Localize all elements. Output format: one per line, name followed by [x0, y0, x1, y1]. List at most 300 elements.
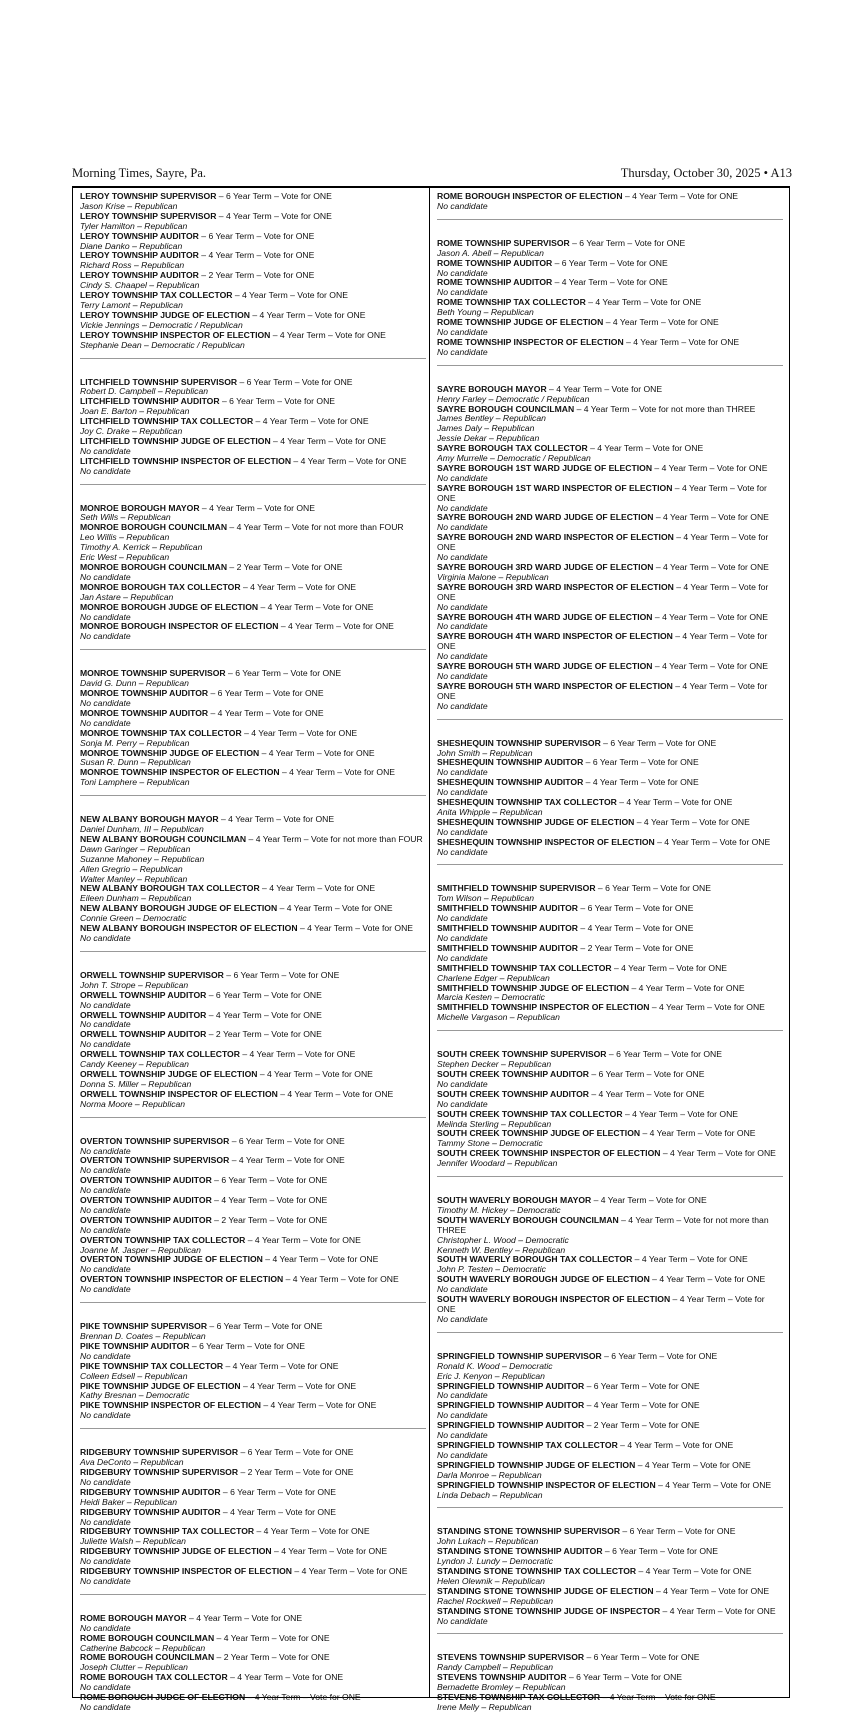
race-title: [437, 513, 783, 523]
candidate: Amy Murrelle – Democratic / Republican: [437, 453, 591, 464]
race-entry: [437, 758, 783, 778]
office-name: SOUTH CREEK TOWNSHIP TAX COLLECTOR: [437, 1108, 623, 1119]
race-entry: [437, 1567, 783, 1587]
race-title: [80, 1275, 426, 1285]
race-entry: [437, 464, 783, 484]
race-entry: [437, 739, 783, 759]
race-title: [437, 464, 783, 474]
candidate: No candidate: [80, 445, 131, 456]
office-name: ROME BOROUGH TAX COLLECTOR: [80, 1672, 228, 1683]
page-date-number: Thursday, October 30, 2025 • A13: [620, 166, 792, 180]
term-details: – 6 Year Term – Vote for ONE: [600, 737, 717, 748]
term-details: – 4 Year Term – Vote for ONE: [292, 1566, 408, 1577]
term-details: – 4 Year Term – Vote for ONE: [223, 1360, 339, 1371]
term-details: – 6 Year Term – Vote for ONE: [583, 757, 699, 768]
office-name: LEROY TOWNSHIP AUDITOR: [80, 270, 199, 281]
term-details: – 6 Year Term – Vote for ONE: [189, 1340, 305, 1351]
candidate: Seth Wills – Republican: [80, 512, 171, 523]
office-name: SMITHFIELD TOWNSHIP INSPECTOR OF ELECTION: [437, 1002, 650, 1013]
term-details: – 4 Year Term – Vote for ONE: [653, 1585, 770, 1596]
race-title: [437, 739, 783, 749]
candidate: Cindy S. Chaapel – Republican: [80, 280, 200, 291]
office-name: ORWELL TOWNSHIP TAX COLLECTOR: [80, 1049, 240, 1060]
race-title: [80, 1508, 426, 1518]
term-details: – 4 Year Term – Vote for ONE: [279, 767, 396, 778]
race-entry: [80, 749, 426, 769]
office-name: MONROE BOROUGH JUDGE OF ELECTION: [80, 601, 259, 612]
section-divider: [80, 1594, 426, 1595]
municipality-section: [80, 1322, 426, 1421]
office-name: ROME TOWNSHIP AUDITOR: [437, 277, 553, 288]
race-entry: [80, 709, 426, 729]
race-entry: [437, 563, 783, 583]
term-details: – 6 Year Term – Vote for ONE: [220, 1486, 336, 1497]
term-details: – 6 Year Term – Vote for ONE: [552, 257, 668, 268]
office-name: ROME BOROUGH COUNCILMAN: [80, 1652, 215, 1663]
candidate: Daniel Dunham, III – Republican: [80, 824, 204, 835]
candidate: Tom Wilson – Republican: [437, 893, 535, 904]
race-title: [437, 818, 783, 828]
office-name: SMITHFIELD TOWNSHIP AUDITOR: [437, 903, 579, 914]
candidate: No candidate: [437, 670, 488, 681]
candidate: Terry Lamont – Republican: [80, 299, 183, 310]
candidate: Rachel Rockwell – Republican: [437, 1595, 554, 1606]
race-title: [80, 1216, 426, 1226]
term-details: – 4 Year Term – Vote for ONE: [437, 482, 767, 503]
term-details: – 4 Year Term – Vote for ONE: [186, 1612, 303, 1623]
candidate: No candidate: [437, 1410, 488, 1421]
race-entry: [437, 298, 783, 318]
candidate: Beth Young – Republican: [437, 307, 534, 318]
term-details: – 6 Year Term – Vote for ONE: [225, 668, 342, 679]
race-entry: [80, 1673, 426, 1693]
municipality-section: [437, 1352, 783, 1501]
office-name: SAYRE BOROUGH 2ND WARD INSPECTOR OF ELECTION: [437, 532, 674, 543]
office-name: SMITHFIELD TOWNSHIP JUDGE OF ELECTION: [437, 982, 630, 993]
term-details: – 6 Year Term – Vote for ONE: [602, 1546, 718, 1557]
race-title: [80, 1137, 426, 1147]
race-title: [80, 622, 426, 632]
race-title: [80, 709, 426, 719]
term-details: – 4 Year Term – Vote for ONE: [208, 707, 324, 718]
office-name: RIDGEBURY TOWNSHIP AUDITOR: [80, 1506, 221, 1517]
race-title: [437, 1216, 783, 1236]
race-title: [80, 689, 426, 699]
office-name: STANDING STONE TOWNSHIP JUDGE OF INSPECTOR: [437, 1605, 661, 1616]
candidate: No candidate: [437, 552, 488, 563]
municipality-section: [80, 815, 426, 944]
race-entry: [80, 1634, 426, 1654]
municipality-section: [437, 1527, 783, 1626]
office-name: OVERTON TOWNSHIP INSPECTOR OF ELECTION: [80, 1274, 284, 1285]
candidate: Walter Manley – Republican: [80, 873, 188, 884]
office-name: SPRINGFIELD TOWNSHIP JUDGE OF ELECTION: [437, 1459, 636, 1470]
office-name: MONROE BOROUGH MAYOR: [80, 502, 200, 513]
race-entry: [80, 835, 426, 885]
section-divider: [437, 1332, 783, 1333]
office-name: RIDGEBURY TOWNSHIP SUPERVISOR: [80, 1447, 239, 1458]
office-name: SPRINGFIELD TOWNSHIP AUDITOR: [437, 1400, 585, 1411]
office-name: ROME TOWNSHIP JUDGE OF ELECTION: [437, 317, 604, 328]
candidate: No candidate: [80, 611, 131, 622]
candidate: Charlene Edger – Republican: [437, 972, 550, 983]
race-title: [80, 1567, 426, 1577]
term-details: – 6 Year Term – Vote for ONE: [219, 396, 336, 407]
term-details: – 4 Year Term – Vote for ONE: [600, 1692, 716, 1703]
term-details: – 4 Year Term – Vote for ONE: [220, 1506, 336, 1517]
race-entry: [437, 583, 783, 613]
candidate: No candidate: [437, 846, 488, 857]
term-details: – 4 Year Term – Vote for ONE: [652, 611, 768, 622]
race-entry: [80, 1275, 426, 1295]
office-name: SHESHEQUIN TOWNSHIP AUDITOR: [437, 777, 584, 788]
candidate: Connie Green – Democratic: [80, 913, 187, 924]
section-divider: [80, 795, 426, 796]
term-details: – 4 Year Term – Vote for not more than THREE: [437, 1214, 769, 1235]
race-entry: [437, 1129, 783, 1149]
term-details: – 4 Year Term – Vote for ONE: [259, 747, 375, 758]
race-entry: [437, 662, 783, 682]
race-entry: [437, 513, 783, 533]
office-name: SPRINGFIELD TOWNSHIP TAX COLLECTOR: [437, 1439, 618, 1450]
race-entry: [80, 768, 426, 788]
term-details: – 4 Year Term – Vote for ONE: [589, 1088, 705, 1099]
race-entry: [437, 259, 783, 279]
race-title: [80, 1255, 426, 1265]
term-details: – 4 Year Term – Vote for ONE: [634, 816, 750, 827]
race-entry: [80, 1090, 426, 1110]
municipality-section: [437, 1196, 783, 1325]
race-entry: [80, 397, 426, 417]
column-divider: [429, 188, 430, 1697]
office-name: RIDGEBURY TOWNSHIP SUPERVISOR: [80, 1466, 239, 1477]
race-entry: [437, 632, 783, 662]
term-details: – 4 Year Term – Vote for ONE: [270, 329, 386, 340]
race-entry: [437, 405, 783, 445]
candidate: Ronald K. Wood – Democratic: [437, 1360, 553, 1371]
race-entry: [437, 1216, 783, 1256]
candidate: Timothy M. Hickey – Democratic: [437, 1204, 561, 1215]
municipality-section: [80, 971, 426, 1110]
office-name: PIKE TOWNSHIP INSPECTOR OF ELECTION: [80, 1400, 261, 1411]
office-name: SOUTH WAVERLY BOROUGH COUNCILMAN: [437, 1214, 619, 1225]
term-details: – 4 Year Term – Vote for ONE: [245, 1234, 361, 1245]
candidate: No candidate: [437, 1615, 488, 1626]
candidate: No candidate: [437, 651, 488, 662]
office-name: SOUTH CREEK TOWNSHIP JUDGE OF ELECTION: [437, 1128, 641, 1139]
term-details: – 6 Year Term – Vote for ONE: [237, 376, 353, 387]
term-details: – 6 Year Term – Vote for ONE: [223, 969, 340, 980]
section-divider: [437, 1507, 783, 1508]
candidate: No candidate: [437, 621, 488, 632]
office-name: SAYRE BOROUGH 2ND WARD JUDGE OF ELECTION: [437, 512, 654, 523]
office-name: SAYRE BOROUGH 5TH WARD INSPECTOR OF ELECTION: [437, 680, 673, 691]
office-name: NEW ALBANY BOROUGH INSPECTOR OF ELECTION: [80, 923, 298, 934]
candidate: No candidate: [437, 700, 488, 711]
candidate: No candidate: [437, 1313, 488, 1324]
term-details: – 4 Year Term – Vote for ONE: [636, 1566, 752, 1577]
term-details: – 4 Year Term – Vote for ONE: [214, 1632, 330, 1643]
candidate: No candidate: [80, 1204, 131, 1215]
candidate: Juliette Walsh – Republican: [80, 1536, 186, 1547]
term-details: – 4 Year Term – Vote for ONE: [254, 1526, 370, 1537]
candidate: No candidate: [80, 1682, 131, 1693]
candidate: Brennan D. Coates – Republican: [80, 1331, 206, 1341]
office-name: NEW ALBANY BOROUGH MAYOR: [80, 814, 219, 825]
race-entry: [437, 1295, 783, 1325]
candidate: Virginia Malone – Republican: [437, 571, 549, 582]
candidate: No candidate: [80, 465, 131, 476]
term-details: – 6 Year Term – Vote for ONE: [584, 1652, 700, 1663]
term-details: – 4 Year Term – Vote for ONE: [623, 336, 740, 347]
race-entry: [437, 484, 783, 514]
term-details: – 4 Year Term – Vote for ONE: [260, 1400, 377, 1411]
race-entry: [80, 971, 426, 991]
race-entry: [437, 444, 783, 464]
office-name: SHESHEQUIN TOWNSHIP INSPECTOR OF ELECTION: [437, 836, 655, 847]
office-name: STANDING STONE TOWNSHIP TAX COLLECTOR: [437, 1566, 637, 1577]
office-name: ROME TOWNSHIP SUPERVISOR: [437, 237, 570, 248]
candidate: No candidate: [437, 287, 488, 298]
municipality-section: [80, 669, 426, 788]
municipality-section: [80, 192, 426, 351]
term-details: – 4 Year Term – Vote for ONE: [257, 1068, 373, 1079]
municipality-section: [437, 239, 783, 358]
race-title: [80, 1342, 426, 1352]
race-entry: [437, 1382, 783, 1402]
race-entry: [80, 1156, 426, 1176]
term-details: – 4 Year Term – Vote for ONE: [649, 1274, 766, 1285]
candidate: No candidate: [437, 1390, 488, 1401]
race-entry: [437, 318, 783, 338]
term-details: – 4 Year Term – Vote for ONE: [277, 1088, 394, 1099]
candidate: Eric West – Republican: [80, 552, 170, 563]
right-column: [437, 192, 783, 1713]
race-entry: [80, 1567, 426, 1587]
term-details: – 4 Year Term – Vote for ONE: [617, 1439, 734, 1450]
term-details: – 6 Year Term – Vote for ONE: [211, 1175, 328, 1186]
race-title: [437, 1421, 783, 1431]
office-name: SOUTH CREEK TOWNSHIP SUPERVISOR: [437, 1049, 607, 1060]
term-details: – 4 Year Term – Vote for ONE: [241, 727, 358, 738]
race-entry: [437, 944, 783, 964]
race-entry: [80, 232, 426, 252]
candidate: Randy Campbell – Republican: [437, 1662, 554, 1673]
term-details: – 4 Year Term – Vote for ONE: [270, 435, 387, 446]
office-name: SAYRE BOROUGH 1ST WARD INSPECTOR OF ELECTION: [437, 482, 673, 493]
race-entry: [437, 1461, 783, 1481]
candidate: John Lukach – Republican: [437, 1536, 539, 1547]
office-name: SOUTH WAVERLY BOROUGH MAYOR: [437, 1195, 592, 1206]
left-column: [80, 192, 426, 1713]
candidate: Darla Monroe – Republican: [437, 1469, 542, 1480]
office-name: SAYRE BOROUGH 4TH WARD INSPECTOR OF ELECTION: [437, 631, 673, 642]
term-details: – 4 Year Term – Vote for ONE: [206, 1009, 322, 1020]
candidate: James Daly – Republican: [437, 423, 535, 434]
term-details: – 4 Year Term – Vote for ONE: [611, 962, 728, 973]
candidate: No candidate: [80, 1284, 131, 1295]
municipality-section: [437, 739, 783, 858]
race-entry: [80, 689, 426, 709]
race-entry: [80, 1508, 426, 1528]
office-name: LITCHFIELD TOWNSHIP INSPECTOR OF ELECTION: [80, 455, 292, 466]
office-name: SMITHFIELD TOWNSHIP TAX COLLECTOR: [437, 962, 612, 973]
term-details: – 4 Year Term – Vote for ONE: [283, 1274, 399, 1285]
race-title: [437, 1110, 783, 1120]
office-name: MONROE TOWNSHIP INSPECTOR OF ELECTION: [80, 767, 280, 778]
office-name: SOUTH WAVERLY BOROUGH INSPECTOR OF ELECTION: [437, 1294, 671, 1305]
race-title: [80, 1156, 426, 1166]
office-name: SHESHEQUIN TOWNSHIP SUPERVISOR: [437, 737, 601, 748]
term-details: – 4 Year Term – Vote for ONE: [199, 502, 315, 513]
race-entry: [437, 338, 783, 358]
race-entry: [437, 798, 783, 818]
candidate: Leo Willis – Republican: [80, 532, 170, 543]
candidate: Stephanie Dean – Democratic / Republican: [80, 339, 245, 350]
term-details: – 4 Year Term – Vote for ONE: [232, 290, 348, 301]
term-details: – 4 Year Term – Vote for ONE: [622, 1108, 739, 1119]
race-title: [437, 192, 783, 202]
candidate: Irene Melly – Republican: [437, 1702, 532, 1712]
term-details: – 6 Year Term – Vote for ONE: [229, 1135, 345, 1146]
race-title: [437, 1070, 783, 1080]
race-entry: [437, 884, 783, 904]
office-name: MONROE BOROUGH COUNCILMAN: [80, 522, 228, 533]
candidate: No candidate: [80, 1702, 131, 1712]
office-name: STEVENS TOWNSHIP AUDITOR: [437, 1672, 567, 1683]
candidate: No candidate: [437, 267, 488, 278]
term-details: – 4 Year Term – Vote for ONE: [640, 1128, 756, 1139]
office-name: SPRINGFIELD TOWNSHIP INSPECTOR OF ELECTION: [437, 1479, 656, 1490]
candidate: Toni Lamphere – Republican: [80, 777, 190, 788]
race-title: [80, 1011, 426, 1021]
office-name: NEW ALBANY BOROUGH JUDGE OF ELECTION: [80, 903, 278, 914]
race-entry: [80, 1488, 426, 1508]
race-entry: [80, 1653, 426, 1673]
race-entry: [80, 1236, 426, 1256]
term-details: – 4 Year Term – Vote for ONE: [437, 631, 768, 652]
office-name: ORWELL TOWNSHIP AUDITOR: [80, 1029, 207, 1040]
candidate: No candidate: [80, 1476, 131, 1487]
race-entry: [437, 1673, 783, 1693]
candidate: Lyndon J. Lundy – Democratic: [437, 1556, 553, 1567]
race-entry: [80, 1176, 426, 1196]
candidate: Anita Whipple – Republican: [437, 806, 543, 817]
term-details: – 4 Year Term – Vote for ONE: [297, 923, 414, 934]
race-title: [437, 758, 783, 768]
race-entry: [437, 533, 783, 563]
term-details: – 6 Year Term – Vote for ONE: [207, 1321, 323, 1332]
term-details: – 4 Year Term – Vote for ONE: [546, 383, 663, 394]
term-details: – 6 Year Term – Vote for ONE: [238, 1447, 354, 1458]
term-details: – 4 Year Term – Vote for ONE: [652, 462, 768, 473]
term-details: – 4 Year Term – Vote for ONE: [240, 581, 357, 592]
term-details: – 6 Year Term – Vote for ONE: [578, 903, 694, 914]
office-name: LITCHFIELD TOWNSHIP JUDGE OF ELECTION: [80, 435, 271, 446]
race-title: [80, 1693, 426, 1703]
office-name: SOUTH CREEK TOWNSHIP INSPECTOR OF ELECTION: [437, 1148, 661, 1159]
race-entry: [80, 1196, 426, 1216]
candidate: No candidate: [80, 1224, 131, 1235]
race-entry: [80, 1011, 426, 1031]
race-entry: [80, 378, 426, 398]
page-masthead: [72, 164, 792, 182]
office-name: STANDING STONE TOWNSHIP SUPERVISOR: [437, 1526, 621, 1537]
race-entry: [80, 1030, 426, 1050]
term-details: – 2 Year Term – Vote for ONE: [238, 1466, 354, 1477]
candidate: Joy C. Drake – Republican: [80, 426, 183, 437]
race-entry: [80, 1468, 426, 1488]
term-details: – 4 Year Term – Vote for ONE: [629, 982, 745, 993]
term-details: – 4 Year Term – Vote for ONE: [240, 1380, 357, 1391]
candidate: Dawn Garinger – Republican: [80, 843, 191, 854]
race-entry: [437, 1110, 783, 1130]
office-name: SAYRE BOROUGH 5TH WARD JUDGE OF ELECTION: [437, 661, 653, 672]
race-entry: [437, 1527, 783, 1547]
term-details: – 4 Year Term – Vote for not more than FOUR: [246, 833, 423, 844]
candidate: No candidate: [80, 1410, 131, 1421]
office-name: STEVENS TOWNSHIP TAX COLLECTOR: [437, 1692, 601, 1703]
municipality-section: [80, 378, 426, 477]
candidate: No candidate: [437, 933, 488, 943]
race-entry: [80, 884, 426, 904]
municipality-section: [80, 1614, 426, 1713]
candidate: No candidate: [437, 522, 488, 533]
section-divider: [437, 719, 783, 720]
race-entry: [80, 924, 426, 944]
section-divider: [80, 484, 426, 485]
municipality-section: [80, 1137, 426, 1296]
race-title: [437, 1275, 783, 1285]
term-details: – 4 Year Term – Vote for ONE: [660, 1148, 776, 1159]
candidate: Linda Debach – Republican: [437, 1489, 543, 1500]
office-name: PIKE TOWNSHIP TAX COLLECTOR: [80, 1360, 224, 1371]
office-name: OVERTON TOWNSHIP JUDGE OF ELECTION: [80, 1254, 263, 1265]
candidate: No candidate: [80, 1575, 131, 1586]
term-details: – 4 Year Term – Vote for ONE: [622, 191, 739, 201]
race-entry: [80, 417, 426, 437]
term-details: – 4 Year Term – Vote for ONE: [229, 1155, 345, 1166]
race-entry: [80, 815, 426, 835]
term-details: – 4 Year Term – Vote for ONE: [277, 903, 393, 914]
candidate: John Smith – Republican: [437, 747, 533, 758]
race-entry: [437, 1481, 783, 1501]
race-entry: [437, 1070, 783, 1090]
race-entry: [80, 1050, 426, 1070]
term-details: – 4 Year Term – Vote for ONE: [239, 1049, 356, 1060]
office-name: RIDGEBURY TOWNSHIP JUDGE OF ELECTION: [80, 1546, 272, 1557]
office-name: SHESHEQUIN TOWNSHIP TAX COLLECTOR: [437, 797, 617, 808]
race-entry: [80, 622, 426, 642]
office-name: MONROE TOWNSHIP TAX COLLECTOR: [80, 727, 242, 738]
race-entry: [437, 984, 783, 1004]
race-title: [80, 991, 426, 1001]
office-name: SAYRE BOROUGH 1ST WARD JUDGE OF ELECTION: [437, 462, 653, 473]
office-name: ROME BOROUGH INSPECTOR OF ELECTION: [437, 191, 623, 201]
race-title: [80, 457, 426, 467]
term-details: – 4 Year Term – Vote for ONE: [653, 562, 769, 572]
race-entry: [80, 271, 426, 291]
office-name: SOUTH CREEK TOWNSHIP AUDITOR: [437, 1068, 589, 1079]
term-details: – 4 Year Term – Vote for ONE: [578, 923, 694, 934]
section-divider: [437, 1176, 783, 1177]
term-details: – 4 Year Term – Vote for ONE: [258, 601, 374, 612]
candidate: No candidate: [80, 1019, 131, 1030]
candidate: No candidate: [437, 913, 488, 924]
candidate: Jason A. Abell – Republican: [437, 247, 544, 258]
race-entry: [80, 1614, 426, 1634]
race-entry: [80, 904, 426, 924]
